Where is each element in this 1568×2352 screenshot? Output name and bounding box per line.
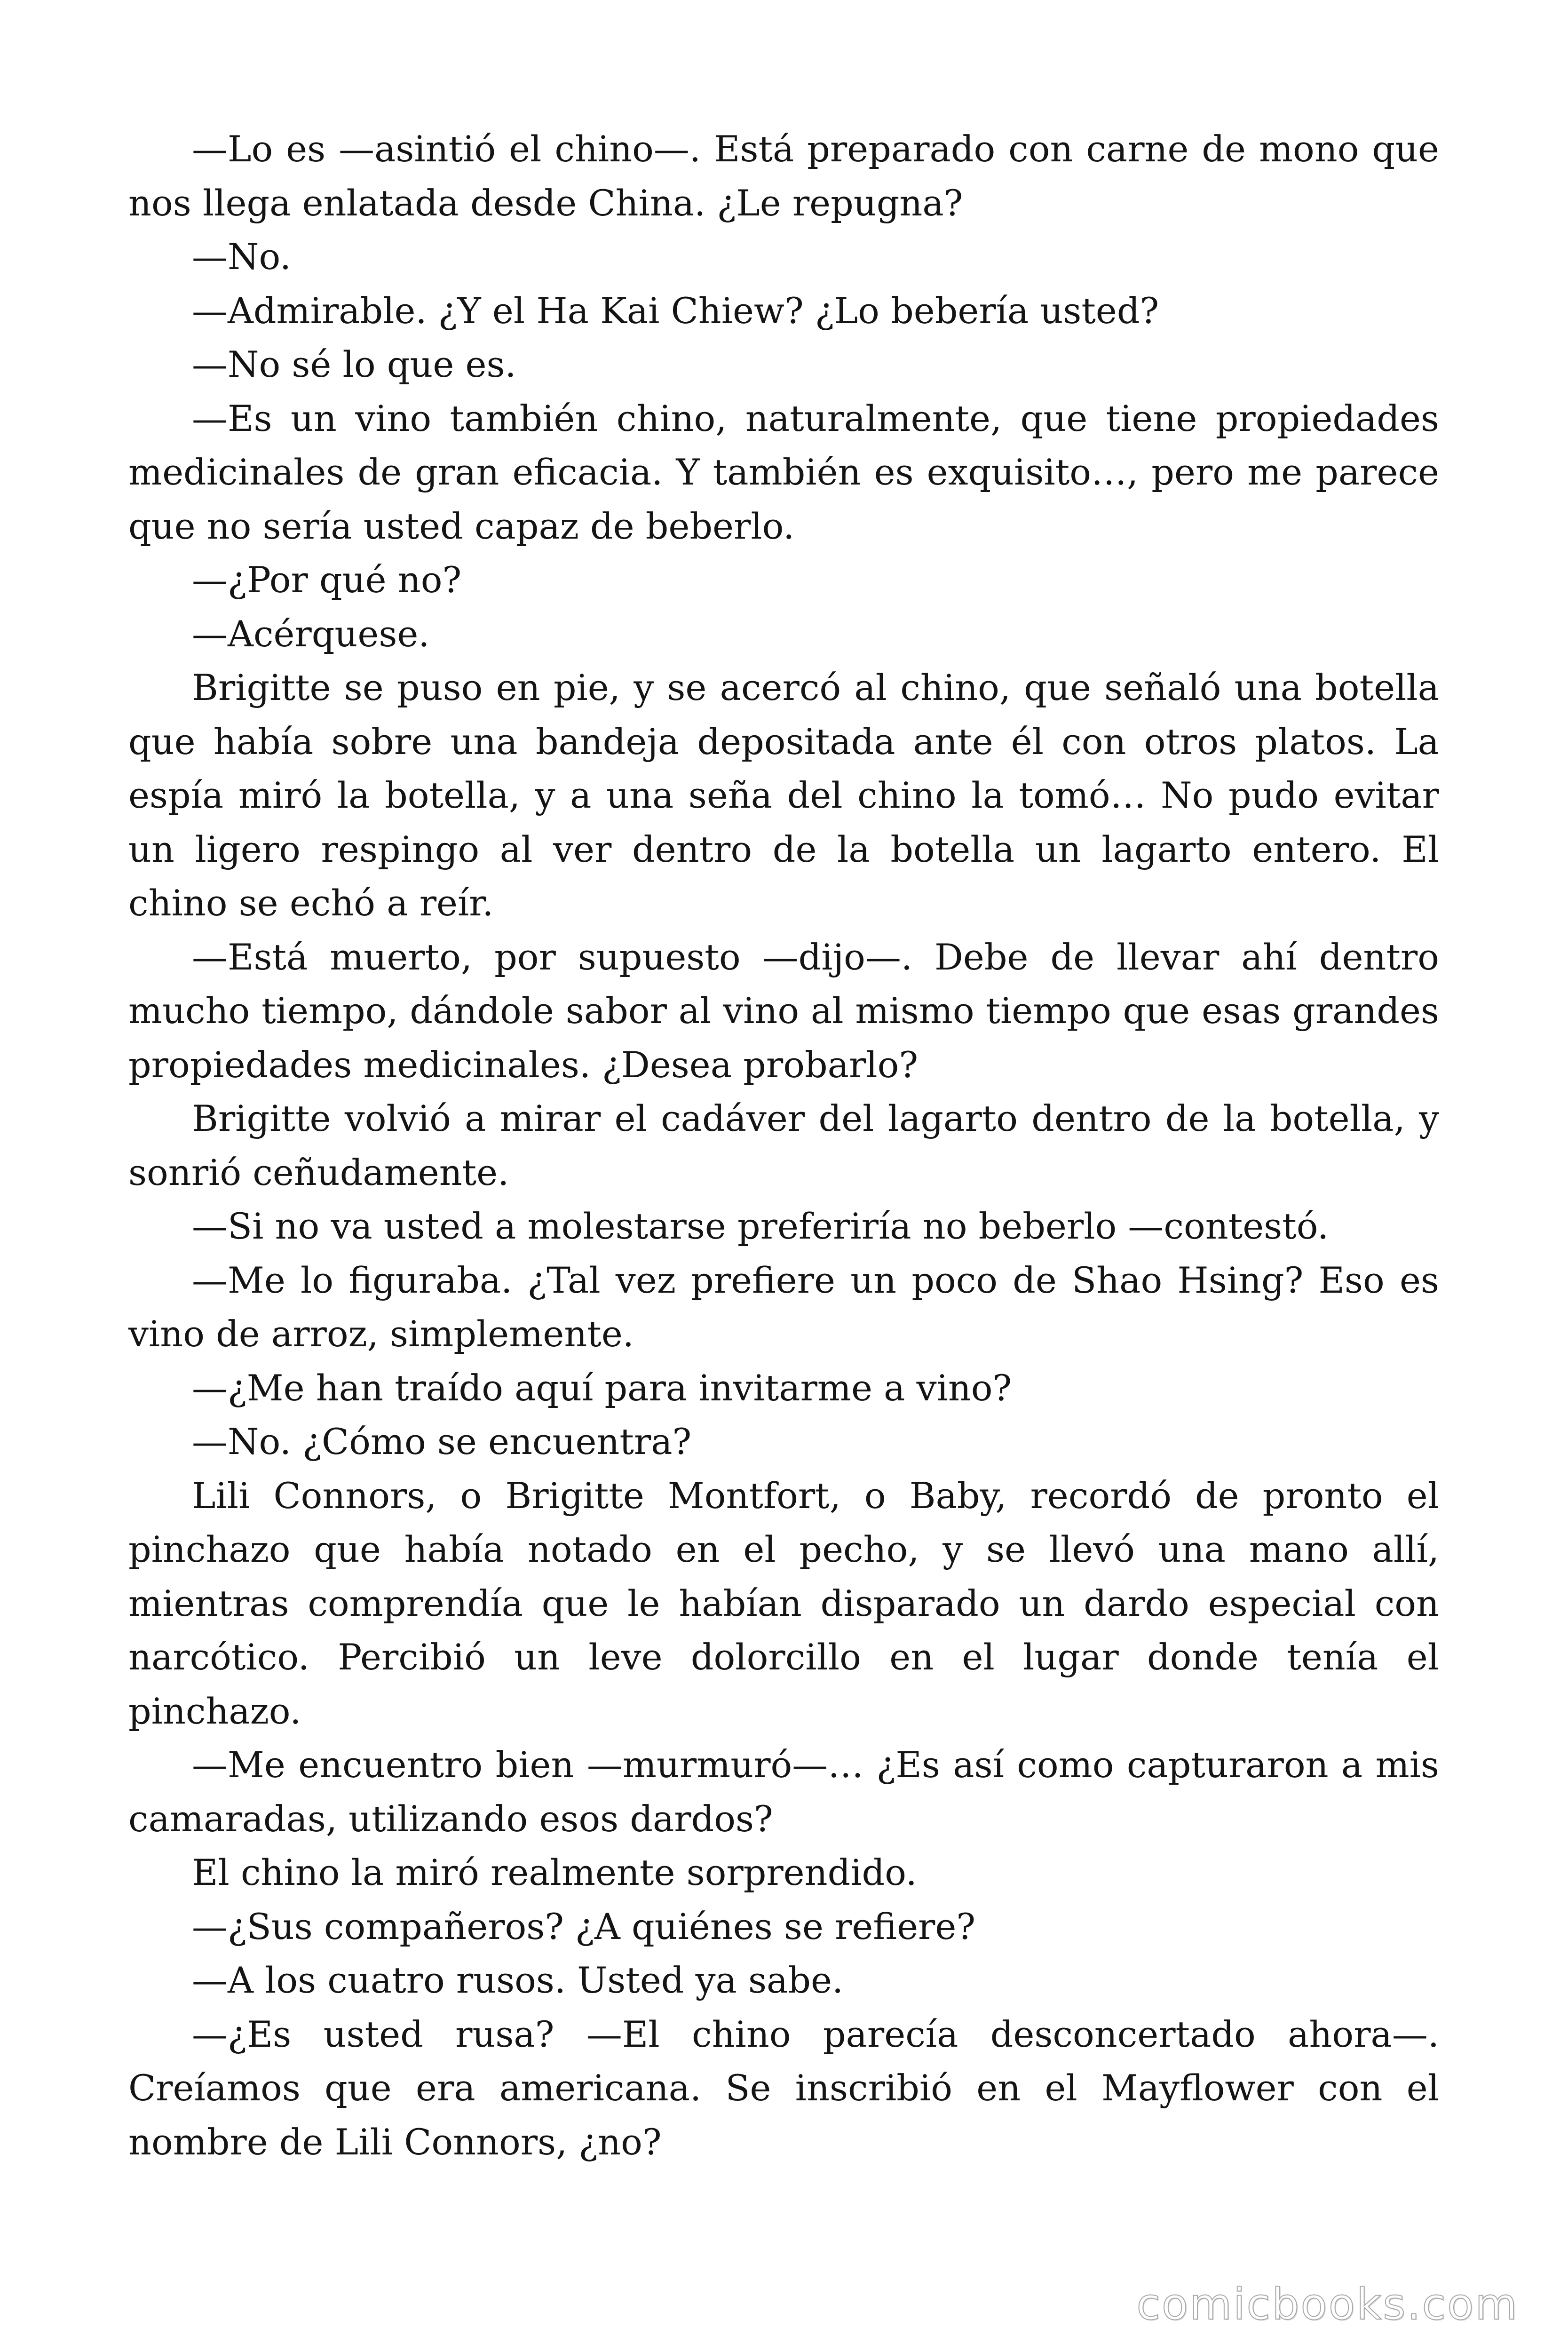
paragraph: El chino la miró realmente sorprendido. xyxy=(192,1851,917,1893)
paragraph: —Lo es —asintió el chino—. Está preparado con carne de mono que nos llega enlatada desde China. ¿Le repugna? xyxy=(128,128,1439,224)
watermark-logo: comicbooks.com xyxy=(1136,2279,1519,2329)
paragraph: —Está muerto, por supuesto —dijo—. Debe de llevar ahí dentro mucho tiempo, dándole sabor al vino al mismo tiempo que esas grandes propiedades medicinales. ¿Desea probarlo? xyxy=(128,936,1439,1086)
paragraph: Brigitte volvió a mirar el cadáver del lagarto dentro de la botella, y sonrió ceñudamente. xyxy=(128,1097,1439,1193)
book-page-text xyxy=(128,122,1439,2169)
paragraph: —Me encuentro bien —murmuró—… ¿Es así como capturaron a mis camaradas, utilizando esos dardos? xyxy=(128,1744,1439,1840)
paragraph: Lili Connors, o Brigitte Montfort, o Baby, recordó de pronto el pinchazo que había notado en el pecho, y se llevó una mano allí, mientras comprendía que le habían disparado un dardo especial con narcótico. Percibió un leve dolorcillo en el lugar donde tenía el pinchazo. xyxy=(128,1474,1439,1732)
paragraph: —¿Me han traído aquí para invitarme a vino? xyxy=(192,1367,1012,1409)
paragraph: —¿Sus compañeros? ¿A quiénes se refiere? xyxy=(192,1905,976,1947)
paragraph: —No sé lo que es. xyxy=(192,343,516,385)
paragraph: —A los cuatro rusos. Usted ya sabe. xyxy=(192,1959,844,2001)
paragraph: —Admirable. ¿Y el Ha Kai Chiew? ¿Lo bebería usted? xyxy=(192,289,1159,332)
paragraph: —Acérquese. xyxy=(192,612,430,655)
paragraph: Brigitte se puso en pie, y se acercó al chino, que señaló una botella que había sobre una bandeja depositada ante él con otros platos. La espía miró la botella, y a una seña del chino la tomó… No pudo evitar un ligero respingo al ver dentro de la botella un lagarto entero. El chino se echó a reír. xyxy=(128,667,1439,924)
paragraph: —No. xyxy=(192,236,292,278)
paragraph: —¿Es usted rusa? —El chino parecía desconcertado ahora—. Creíamos que era americana. Se inscribió en el Mayflower con el nombre de Lili Connors, ¿no? xyxy=(128,2013,1439,2163)
paragraph: —Si no va usted a molestarse preferiría no beberlo —contestó. xyxy=(192,1205,1329,1247)
paragraph: —No. ¿Cómo se encuentra? xyxy=(192,1421,692,1462)
paragraph: —¿Por qué no? xyxy=(192,559,462,601)
paragraph: —Es un vino también chino, naturalmente, que tiene propiedades medicinales de gran eficacia. Y también es exquisito…, pero me parece que no sería usted capaz de beberlo. xyxy=(128,397,1439,547)
paragraph: —Me lo figuraba. ¿Tal vez prefiere un poco de Shao Hsing? Eso es vino de arroz, simplemente. xyxy=(128,1259,1439,1355)
